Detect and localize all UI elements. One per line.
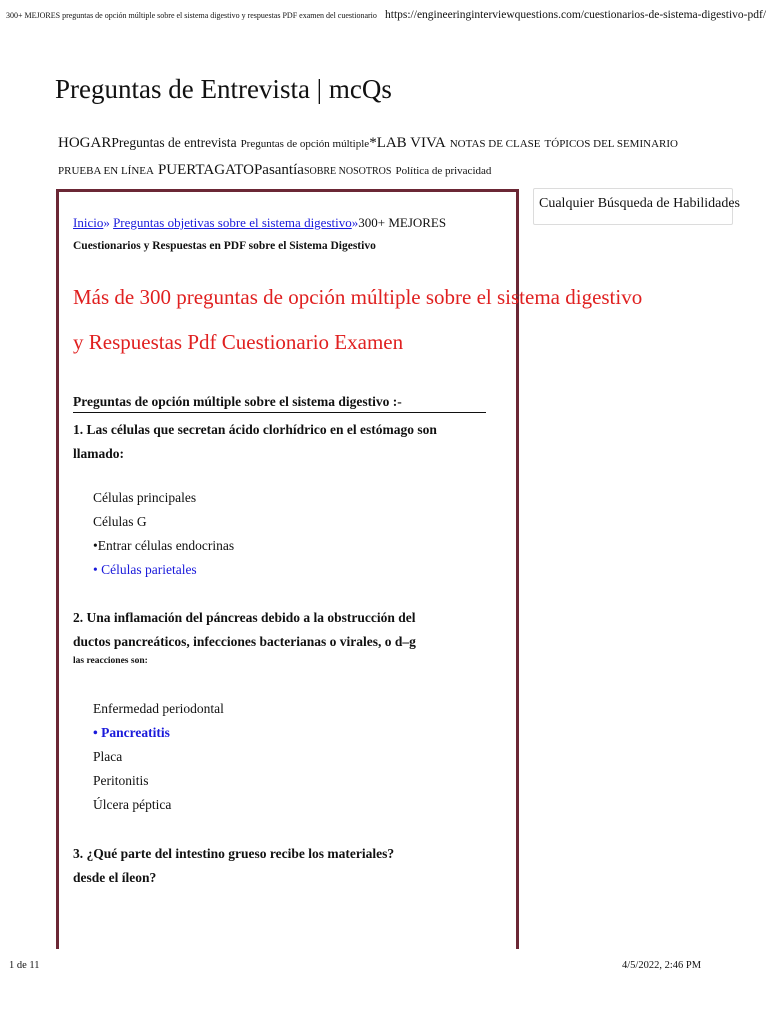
option: Células G — [93, 514, 147, 529]
footer-page-number: 1 de 11 — [9, 960, 40, 971]
breadcrumb-current-b: Cuestionarios y Respuestas en PDF sobre el Sistema Digestivo — [73, 240, 376, 252]
breadcrumb-category-link[interactable]: Preguntas objetivas sobre el sistema digestivo — [113, 215, 352, 230]
question-3-line1: 3. ¿Qué parte del intestino grueso recibe los materiales? — [73, 846, 395, 861]
option: Úlcera péptica — [93, 797, 172, 812]
breadcrumb-current-a: 300+ MEJORES — [358, 215, 447, 230]
question-1 — [73, 418, 513, 466]
question-2-options — [93, 697, 224, 817]
nav-item-sobre-nosotros[interactable]: SOBRE NOSOTROS — [303, 166, 392, 177]
nav-item-prueba-en-linea[interactable]: PRUEBA EN LÍNEA — [58, 165, 154, 177]
breadcrumb-home-link[interactable]: Inicio — [73, 215, 104, 230]
question-1-options — [93, 486, 234, 582]
nav-item-hogar[interactable]: HOGAR — [58, 135, 112, 151]
option: Células principales — [93, 490, 197, 505]
article-title-line2: y Respuestas Pdf Cuestionario Examen — [73, 330, 404, 354]
option-answer: • Pancreatitis — [93, 725, 170, 740]
nav-item-gato[interactable]: GATO — [214, 162, 254, 178]
nav-item-privacidad[interactable]: Política de privacidad — [395, 165, 492, 177]
breadcrumb-separator: » — [103, 215, 110, 230]
footer-datetime: 4/5/2022, 2:46 PM — [622, 960, 702, 971]
option: Peritonitis — [93, 773, 149, 788]
nav-item-notas-de-clase[interactable]: NOTAS DE CLASE — [449, 138, 541, 150]
section-subheading: Preguntas de opción múltiple sobre el sistema digestivo :- — [73, 394, 402, 409]
question-1-line2: llamado: — [73, 446, 125, 461]
search-box[interactable]: Cualquier Búsqueda de Habilidades — [533, 188, 733, 225]
main-nav — [58, 130, 738, 185]
breadcrumb — [73, 212, 513, 257]
option: •Entrar células endocrinas — [93, 538, 235, 553]
question-1-line1: 1. Las células que secretan ácido clorhídrico en el estómago son — [73, 422, 437, 437]
subheading-underline — [73, 412, 486, 413]
nav-item-topicos-seminario[interactable]: TÓPICOS DEL SEMINARIO — [544, 138, 678, 150]
breadcrumb-separator: » — [351, 215, 359, 230]
question-2-line2: ductos pancreáticos, infecciones bacterianas o virales, o d–g — [73, 634, 416, 649]
site-title[interactable]: Preguntas de Entrevista | mcQs — [55, 74, 392, 104]
question-3-line2: desde el íleon? — [73, 870, 157, 885]
nav-item-puerta[interactable]: PUERTA — [157, 162, 215, 178]
option: Placa — [93, 749, 123, 764]
nav-item-preguntas-entrevista[interactable]: Preguntas de entrevista — [111, 135, 237, 150]
print-header-url: https://engineeringinterviewquestions.com/cuestionarios-de-sistema-digestivo-pdf/ — [385, 9, 767, 21]
nav-item-opcion-multiple[interactable]: Preguntas de opción múltiple — [240, 138, 370, 150]
option: Enfermedad periodontal — [93, 701, 224, 716]
question-2-line1: 2. Una inflamación del páncreas debido a la obstrucción del — [73, 610, 416, 625]
question-3 — [73, 842, 513, 890]
nav-item-lab-viva[interactable]: *LAB VIVA — [369, 135, 446, 151]
article-title-line1: Más de 300 preguntas de opción múltiple sobre el sistema digestivo — [73, 285, 643, 309]
nav-item-pasantia[interactable]: Pasantía — [253, 162, 304, 178]
question-2 — [73, 606, 513, 668]
print-header-title: 300+ MEJORES preguntas de opción múltiple sobre el sistema digestivo y respuestas PDF examen del cuestionario — [6, 11, 377, 20]
option-answer: • Células parietales — [93, 562, 197, 577]
question-2-line3: las reacciones son: — [73, 656, 148, 666]
